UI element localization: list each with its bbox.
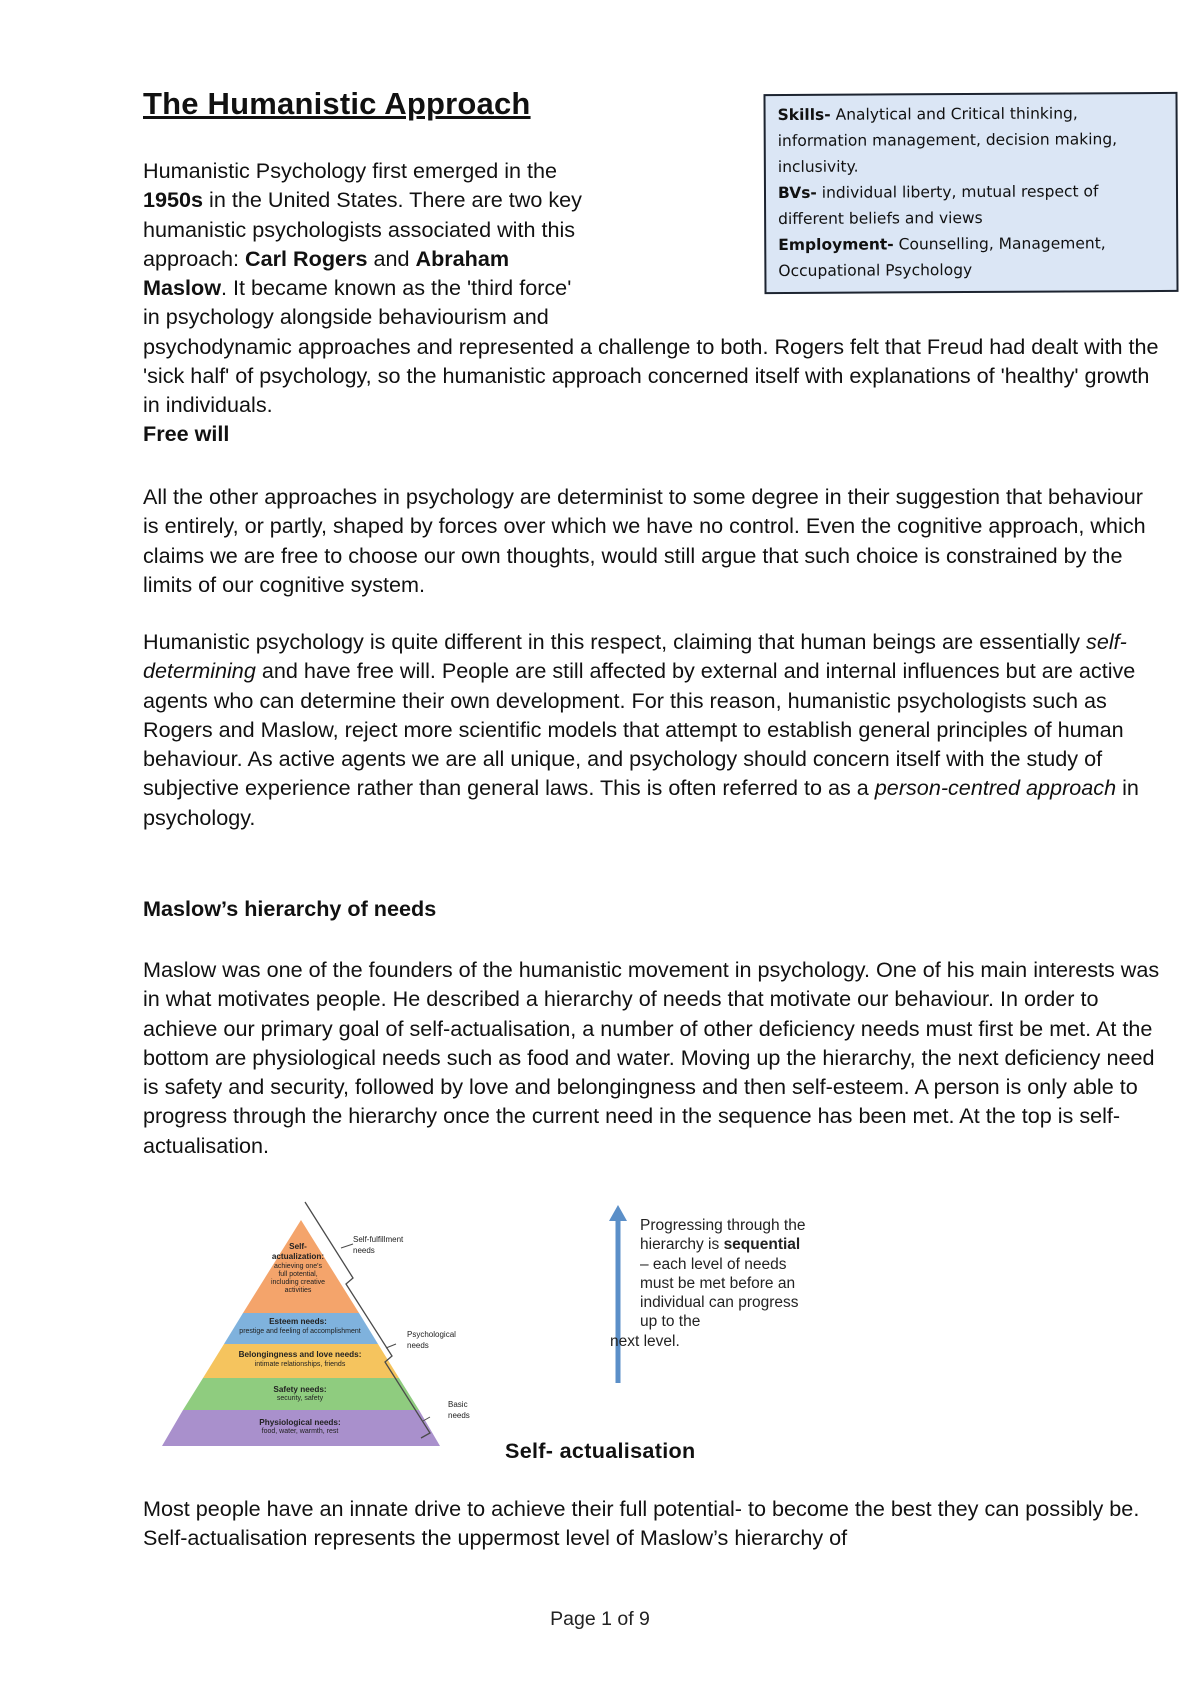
bracket-label-self-fulfillment-1: Self-fulfillment — [353, 1235, 404, 1244]
bracket-label-self-fulfillment-2: needs — [353, 1246, 375, 1255]
maslow-heading: Maslow’s hierarchy of needs — [143, 896, 437, 921]
self-actualization-title-1: Self- — [289, 1242, 307, 1251]
physiological-desc: food, water, warmth, rest — [261, 1428, 339, 1435]
belongingness-title: Belongingness and love needs: — [238, 1350, 362, 1359]
progression-note-text-3: next level. — [610, 1332, 680, 1350]
intro-text-4: . It became known as the 'third force' in psychology alongside behaviourism and psychodynamic approaches and represented a challenge to both. Rogers felt that Freud had dealt with the 'sick half' of psychology, so the humanistic approach concerned itself with explanations of 'healthy' growth in individuals. — [143, 275, 1159, 418]
free-will-paragraph-2 — [143, 627, 1163, 832]
skills-text: Analytical and Critical thinking, information management, decision making, inclusivity. — [777, 104, 1118, 177]
bracket-label-basic-1: Basic — [448, 1400, 468, 1409]
bracket-label-psychological-2: needs — [407, 1341, 429, 1350]
self-actualization-desc-2: full potential, — [278, 1271, 318, 1278]
maslow-pyramid-diagram — [148, 1196, 478, 1454]
esteem-desc: prestige and feeling of accomplishment — [239, 1328, 361, 1335]
bracket-tick-1 — [341, 1244, 353, 1248]
physiological-title: Physiological needs: — [259, 1418, 341, 1427]
page-title: The Humanistic Approach — [143, 86, 531, 121]
free-will-heading: Free will — [143, 421, 230, 446]
self-actualization-desc-4: activities — [284, 1287, 312, 1294]
bracket-label-basic-2: needs — [448, 1411, 470, 1420]
page-number: Page 1 of 9 — [550, 1608, 650, 1630]
safety-title: Safety needs: — [273, 1385, 327, 1394]
progression-note-text-1: Progressing through the hierarchy is — [640, 1217, 806, 1254]
progression-note — [610, 1216, 810, 1351]
skills-label: Skills- — [777, 105, 831, 125]
intro-paragraph — [143, 156, 1163, 420]
progression-note-bold: sequential — [723, 1236, 801, 1254]
free-will-italic-person-centred: person-centred approach — [874, 775, 1117, 801]
intro-text-2: in the United States. There are two key humanistic psychologists associated with this approach: — [143, 187, 582, 271]
free-will-text-1: Humanistic psychology is quite different in this respect, claiming that human beings are essentially — [143, 629, 1087, 654]
intro-text-3: and — [367, 245, 416, 271]
self-actualisation-heading: Self- actualisation — [505, 1438, 696, 1463]
progression-note-text-2: – each level of needs must be met before an individual can progress up to the — [640, 1255, 799, 1331]
belongingness-desc: intimate relationships, friends — [254, 1361, 346, 1368]
self-actualization-title-2: actualization: — [271, 1252, 325, 1261]
free-will-italic-self-determining: self-determining — [143, 629, 1127, 684]
employment-text: Counselling, Management, Occupational Psychology — [778, 234, 1106, 281]
pyramid-level-safety — [183, 1378, 419, 1410]
bvs-text: individual liberty, mutual respect of different beliefs and views — [778, 182, 1099, 229]
free-will-text-2: and have free will. People are still affected by external and internal influences but are active agents who can determine their own development. For this reason, humanistic psychologists such as Rogers and Maslow, reject more scientific models that attempt to establish general principles of human behaviour. As active agents we are all unique, and psychology should concern itself with the study of subjective experience rather than general laws. This is often referred to as a — [143, 658, 1136, 801]
bracket-tick-2 — [386, 1344, 396, 1348]
maslow-paragraph: Maslow was one of the founders of the humanistic movement in psychology. One of his main interests was in what motivates people. He described a hierarchy of needs that motivate our behaviour. In order to achieve our primary goal of self-actualisation, a number of other deficiency needs must first be met. At the bottom are physiological needs such as food and water. Moving up the hierarchy, the next deficiency need is safety and security, followed by love and belongingness and then self-esteem. A person is only able to progress through the hierarchy once the current need in the sequence has been met. At the top is self-actualisation. — [143, 957, 1160, 1158]
intro-bold-rogers: Carl Rogers — [245, 245, 368, 271]
arrow-up-icon — [609, 1205, 627, 1221]
safety-desc: security, safety — [276, 1395, 324, 1402]
self-actualisation-paragraph: Most people have an innate drive to achieve their full potential- to become the best they can possibly be. Self-actualisation represents the uppermost level of Maslow’s hierarchy of — [143, 1496, 1140, 1551]
employment-label: Employment- — [778, 235, 894, 255]
free-will-paragraph-1: All the other approaches in psychology are determinist to some degree in their suggestion that behaviour is entirely, or partly, shaped by forces over which we have no control. Even the cognitive approach, which claims we are free to choose our own thoughts, would still argue that such choice is constrained by the limits of our cognitive system. — [143, 484, 1146, 597]
intro-text-1: Humanistic Psychology first emerged in the — [143, 158, 558, 183]
intro-bold-1950s: 1950s — [143, 187, 204, 213]
bvs-label: BVs- — [777, 183, 817, 203]
self-actualization-desc-1: achieving one's — [273, 1263, 323, 1270]
bracket-label-psychological-1: Psychological — [407, 1330, 456, 1339]
free-will-text-3: in psychology. — [143, 775, 1139, 830]
self-actualization-desc-3: including creative — [270, 1279, 326, 1286]
esteem-title: Esteem needs: — [269, 1317, 327, 1326]
intro-bold-maslow: Abraham Maslow — [143, 245, 510, 301]
